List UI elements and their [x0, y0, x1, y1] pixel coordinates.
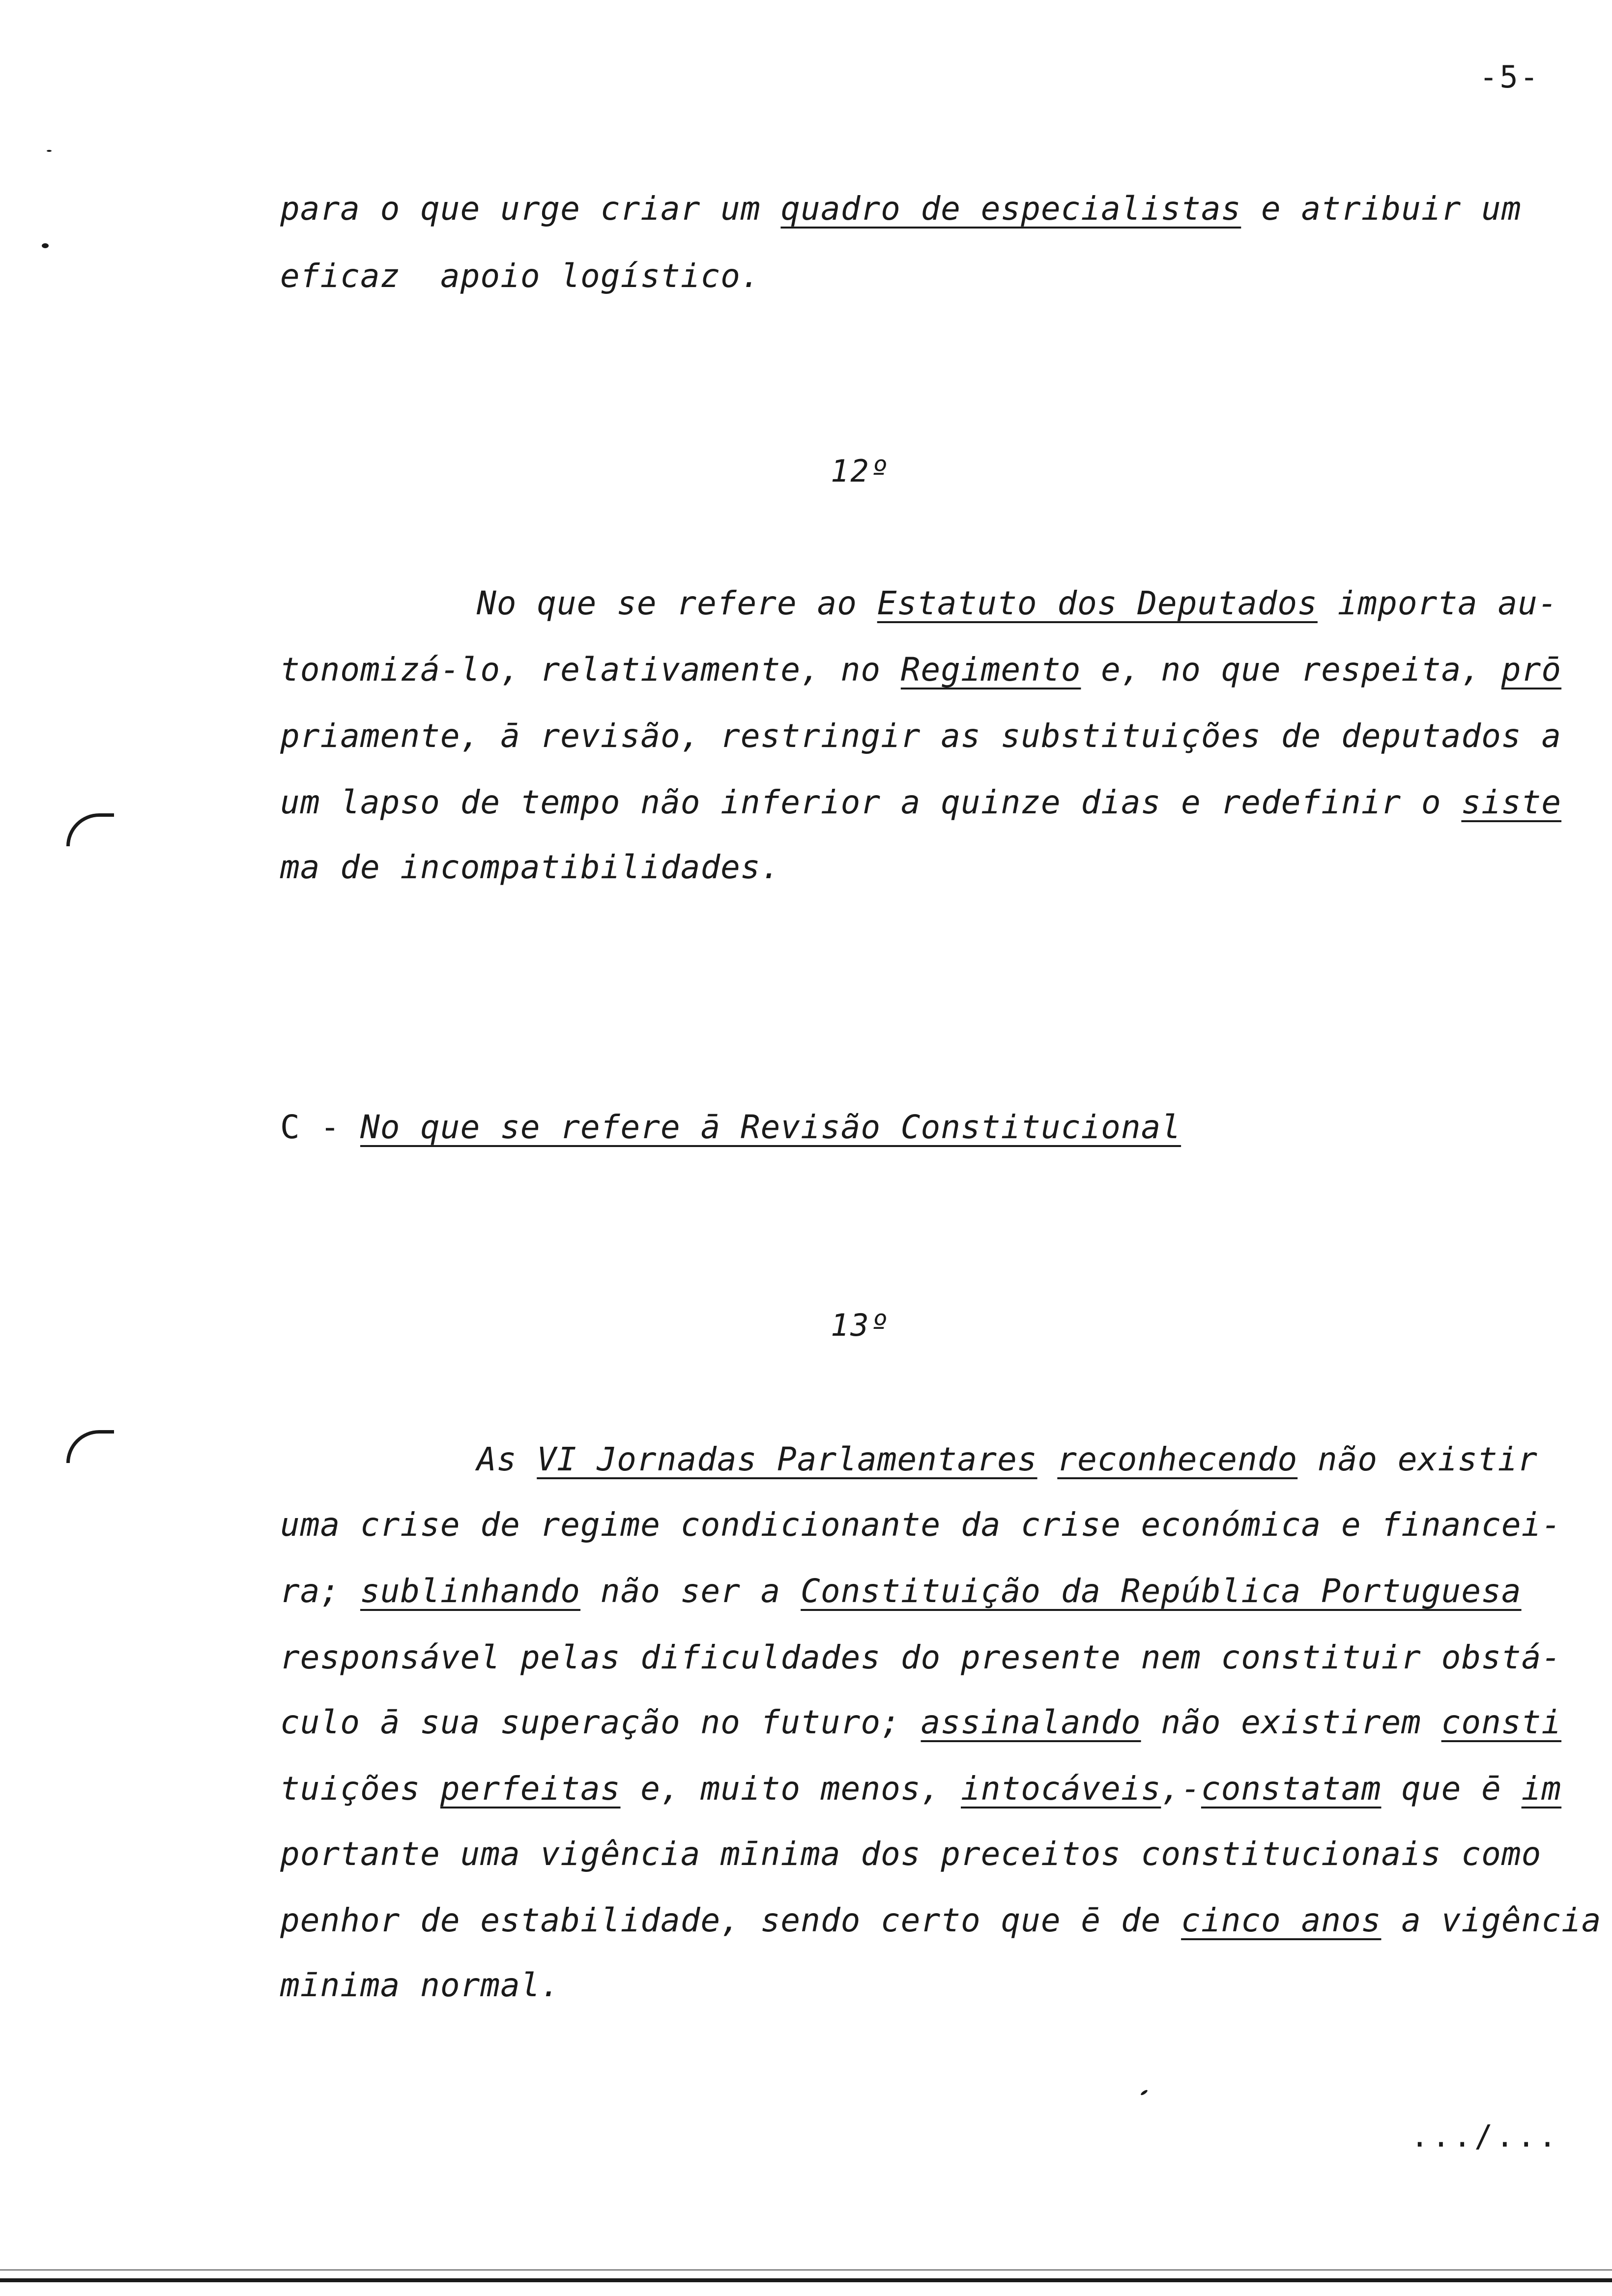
underlined-term: prō	[1501, 651, 1562, 689]
underlined-term: assinalando	[921, 1703, 1141, 1741]
item-12-line-5: ma de incompatibilidades.	[280, 848, 781, 886]
intro-line-2: eficaz apoio logístico.	[280, 257, 761, 295]
underlined-term: Regimento	[900, 651, 1081, 689]
text-run: importa au-	[1317, 584, 1558, 622]
intro-line-1	[280, 189, 1522, 229]
bottom-edge-line	[0, 2269, 1612, 2270]
scan-speck	[42, 243, 49, 248]
item-12-line-2	[280, 650, 1561, 689]
section-title: No que se refere ā Revisão Constitucional	[360, 1108, 1181, 1146]
text-run: para o que urge criar um	[280, 190, 781, 228]
text-run: que ē	[1381, 1770, 1522, 1808]
text-run: e, muito menos,	[620, 1770, 961, 1808]
text-run: a vigência	[1381, 1901, 1602, 1939]
item-13-line-4: responsável pelas dificuldades do presente nem constituir obstá-	[280, 1638, 1562, 1676]
bottom-edge-rule	[0, 2278, 1612, 2282]
item-12-number: 12º	[831, 453, 890, 489]
section-c-heading	[280, 1108, 1181, 1146]
item-13-line-7: portante uma vigência mīnima dos preceitos constitucionais como	[280, 1835, 1542, 1873]
underlined-term: sublinhando	[360, 1572, 581, 1610]
item-13-line-1	[477, 1440, 1538, 1479]
item-13-line-5	[280, 1703, 1561, 1742]
underlined-term: consti	[1441, 1703, 1562, 1741]
text-run: ,-	[1161, 1770, 1201, 1808]
item-13-number: 13º	[831, 1307, 890, 1343]
underlined-term: intocáveis	[961, 1770, 1161, 1808]
underlined-term: im	[1521, 1770, 1562, 1808]
text-run: não existirem	[1141, 1703, 1441, 1741]
punch-hole-mark	[66, 1430, 114, 1463]
underlined-term: cinco anos	[1181, 1901, 1382, 1939]
text-run: tuições	[280, 1770, 440, 1808]
item-13-line-3	[280, 1572, 1522, 1611]
text-run: tonomizá-lo, relativamente, no	[280, 651, 901, 689]
underlined-term: reconhecendo	[1057, 1440, 1298, 1478]
underlined-term: constatam	[1201, 1770, 1382, 1808]
item-12-line-4	[280, 783, 1561, 822]
item-13-line-8	[280, 1901, 1602, 1940]
text-run: um lapso de tempo não inferior a quinze dias e redefinir o	[280, 783, 1462, 821]
text-run	[1037, 1440, 1058, 1478]
continuation-mark: .../...	[1410, 2118, 1560, 2154]
text-run: No que se refere ao	[477, 584, 877, 622]
item-13-line-9: mīnima normal.	[280, 1966, 561, 2004]
text-run: As	[477, 1440, 537, 1478]
underlined-term: quadro de especialistas	[780, 190, 1241, 228]
section-prefix: C -	[280, 1108, 360, 1146]
punch-hole-mark	[66, 813, 114, 846]
text-run: não ser a	[580, 1572, 801, 1610]
text-run: penhor de estabilidade, sendo certo que ē de	[280, 1901, 1181, 1939]
text-run: e, no que respeita,	[1081, 651, 1501, 689]
underlined-term: Estatuto dos Deputados	[877, 584, 1318, 622]
text-run: ra;	[280, 1572, 360, 1610]
item-13-line-2: uma crise de regime condicionante da crise económica e financei-	[280, 1506, 1562, 1544]
scan-speck	[1140, 2089, 1149, 2096]
underlined-term: Constituição da República Portuguesa	[801, 1572, 1522, 1610]
item-13-line-6	[280, 1769, 1561, 1808]
text-run: não existir	[1297, 1440, 1538, 1478]
underlined-term: perfeitas	[440, 1770, 621, 1808]
item-12-line-1	[477, 584, 1558, 623]
text-run: e atribuir um	[1241, 190, 1522, 228]
underlined-term: VI Jornadas Parlamentares	[537, 1440, 1037, 1478]
item-12-line-3: priamente, ā revisão, restringir as substituições de deputados a	[280, 717, 1562, 755]
scan-speck	[47, 150, 52, 152]
underlined-term: siste	[1461, 783, 1562, 821]
text-run: culo ā sua superação no futuro;	[280, 1703, 921, 1741]
page-number: -5-	[1479, 59, 1540, 95]
